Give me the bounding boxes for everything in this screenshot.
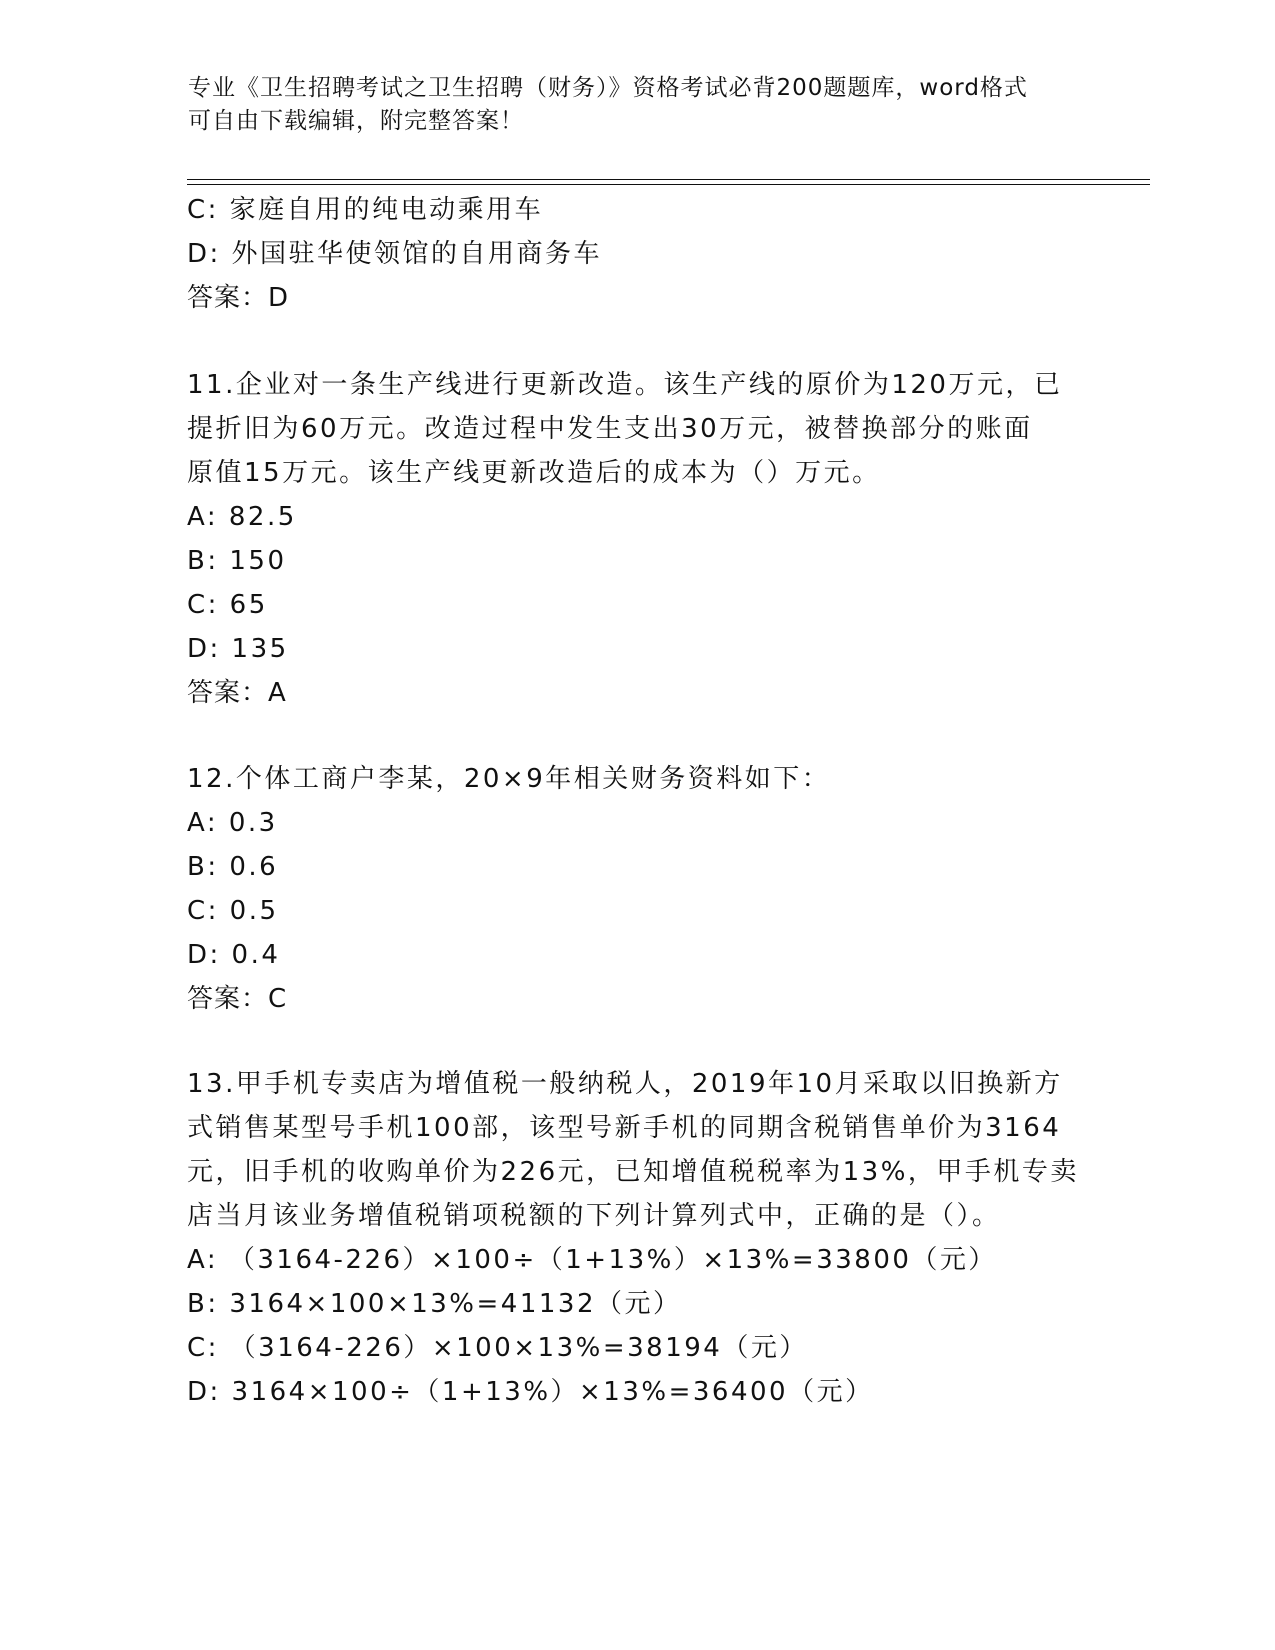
q13-option-c: C: （3164-226）×100×13%=38194（元） <box>187 1333 808 1363</box>
document-header <box>188 72 1088 138</box>
q10-answer: 答案：D <box>187 283 290 313</box>
q10-option-d: D: 外国驻华使领馆的自用商务车 <box>187 239 603 269</box>
q12-option-c: C: 0.5 <box>187 896 279 926</box>
header-rule-bottom <box>187 184 1150 185</box>
q13-option-d: D: 3164×100÷（1+13%）×13%=36400（元） <box>187 1377 874 1407</box>
q11-option-a: A: 82.5 <box>187 502 297 532</box>
q13-option-a: A: （3164-226）×100÷（1+13%）×13%=33800（元） <box>187 1245 997 1275</box>
q12-option-d: D: 0.4 <box>187 940 281 970</box>
q11-option-c: C: 65 <box>187 590 268 620</box>
q13-stem-line-3: 元，旧手机的收购单价为226元，已知增值税税率为13%，甲手机专卖 <box>187 1157 1079 1187</box>
q13-option-b: B: 3164×100×13%=41132（元） <box>187 1289 682 1319</box>
q11-stem-line-2: 提折旧为60万元。改造过程中发生支出30万元，被替换部分的账面 <box>187 414 1033 444</box>
q11-answer: 答案：A <box>187 678 287 708</box>
q13-stem-line-1: 13.甲手机专卖店为增值税一般纳税人，2019年10月采取以旧换新方 <box>187 1069 1063 1099</box>
q12-option-b: B: 0.6 <box>187 852 279 882</box>
q12-answer: 答案：C <box>187 984 288 1014</box>
header-title-line-1: 专业《卫生招聘考试之卫生招聘（财务）》资格考试必背200题题库，word格式 <box>188 75 1028 101</box>
q11-stem-line-1: 11.企业对一条生产线进行更新改造。该生产线的原价为120万元，已 <box>187 370 1063 400</box>
header-rule-top <box>187 179 1150 180</box>
q11-option-b: B: 150 <box>187 546 287 576</box>
q13-stem-line-2: 式销售某型号手机100部，该型号新手机的同期含税销售单价为3164 <box>187 1113 1062 1143</box>
q10-option-c: C: 家庭自用的纯电动乘用车 <box>187 195 544 225</box>
q11-option-d: D: 135 <box>187 634 289 664</box>
q11-stem-line-3: 原值15万元。该生产线更新改造后的成本为（）万元。 <box>187 458 881 488</box>
header-title-line-2: 可自由下载编辑，附完整答案！ <box>188 108 524 134</box>
q12-stem-line-1: 12.个体工商户李某，20×9年相关财务资料如下： <box>187 764 831 794</box>
q13-stem-line-4: 店当月该业务增值税销项税额的下列计算列式中，正确的是（）。 <box>187 1201 1001 1231</box>
q12-option-a: A: 0.3 <box>187 808 278 838</box>
